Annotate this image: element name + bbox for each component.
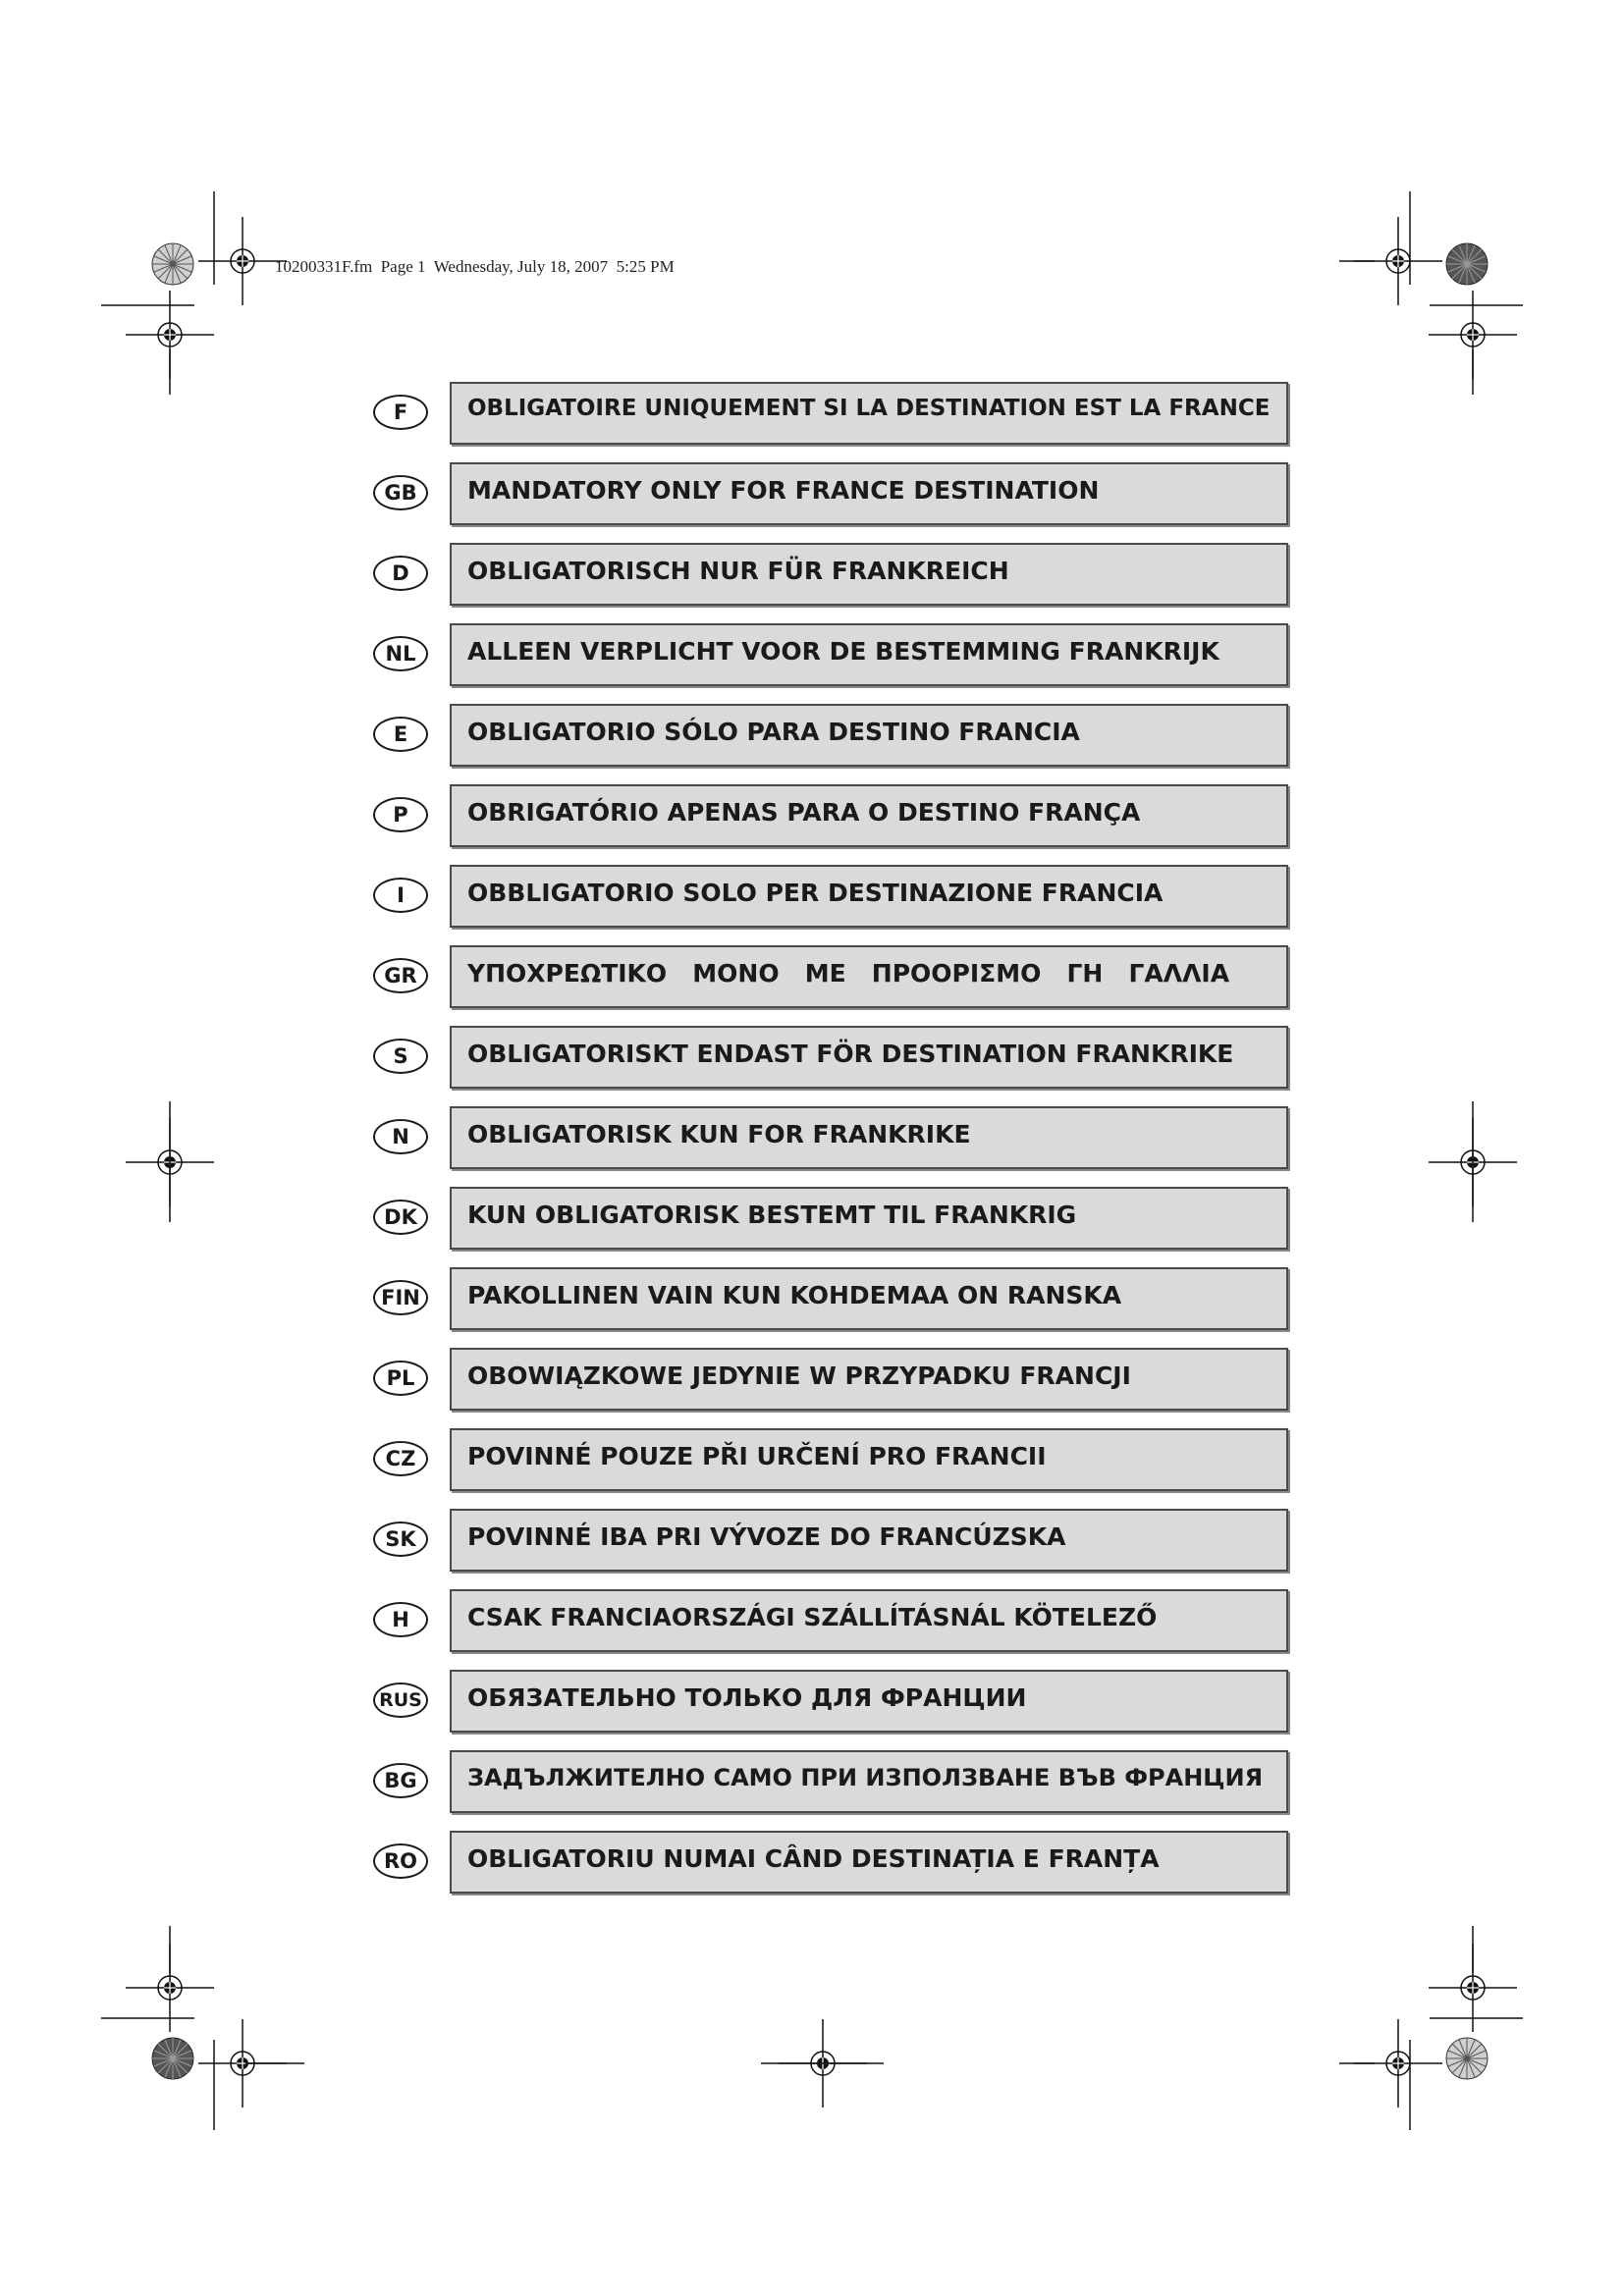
notice-box	[450, 623, 1288, 686]
notice-box	[450, 1670, 1288, 1733]
language-code-badge: FIN	[373, 1280, 428, 1315]
notice-text: OBLIGATORISCH NUR FÜR FRANKREICH	[467, 557, 1009, 585]
notice-box	[450, 1428, 1288, 1491]
language-code-badge: BG	[373, 1763, 428, 1798]
notice-box	[450, 1750, 1288, 1813]
language-code-badge: N	[373, 1119, 428, 1154]
notice-box	[450, 1589, 1288, 1652]
notice-text: ОБЯЗАТЕЛЬНО ТОЛЬКО ДЛЯ ФРАНЦИИ	[467, 1683, 1027, 1712]
notice-text: OBBLIGATORIO SOLO PER DESTINAZIONE FRANCIA	[467, 879, 1164, 907]
notice-box	[450, 1267, 1288, 1330]
notice-text: ЗАДЪЛЖИТЕЛНО САМО ПРИ ИЗПОЛЗВАНЕ ВЪВ ФРАНЦИЯ	[467, 1764, 1264, 1791]
language-row-sk	[373, 1509, 1291, 1574]
language-row-d	[373, 543, 1291, 608]
notice-box	[450, 1106, 1288, 1169]
language-code-badge: GB	[373, 475, 428, 510]
notice-box	[450, 1348, 1288, 1411]
notice-text: MANDATORY ONLY FOR FRANCE DESTINATION	[467, 476, 1100, 505]
notice-text: POVINNÉ IBA PRI VÝVOZE DO FRANCÚZSKA	[467, 1522, 1066, 1551]
language-code-badge: DK	[373, 1200, 428, 1235]
language-row-gb	[373, 462, 1291, 527]
language-code-badge: I	[373, 878, 428, 913]
notice-text: OBLIGATORIU NUMAI CÂND DESTINAȚIA E FRANȚA	[467, 1844, 1160, 1873]
notice-box	[450, 543, 1288, 606]
language-row-pl	[373, 1348, 1291, 1413]
notice-box	[450, 945, 1288, 1008]
language-code-badge: NL	[373, 636, 428, 671]
notice-text: OBLIGATOIRE UNIQUEMENT SI LA DESTINATION EST LA FRANCE	[467, 396, 1271, 421]
language-row-dk	[373, 1187, 1291, 1252]
notice-box	[450, 1509, 1288, 1572]
notice-box	[450, 382, 1288, 445]
language-row-gr	[373, 945, 1291, 1010]
language-row-rus	[373, 1670, 1291, 1735]
language-row-ro	[373, 1831, 1291, 1896]
language-code-badge: E	[373, 717, 428, 752]
notice-box	[450, 704, 1288, 767]
notice-text: OBLIGATORISK KUN FOR FRANKRIKE	[467, 1120, 971, 1148]
language-row-bg	[373, 1750, 1291, 1815]
print-file-header: 10200331F.fm Page 1 Wednesday, July 18, 2007 5:25 PM	[275, 257, 675, 276]
notice-box	[450, 865, 1288, 928]
language-row-p	[373, 784, 1291, 849]
notice-text: PAKOLLINEN VAIN KUN KOHDEMAA ON RANSKA	[467, 1281, 1122, 1309]
language-code-badge: RUS	[373, 1682, 428, 1718]
language-code-badge: S	[373, 1039, 428, 1074]
language-row-e	[373, 704, 1291, 769]
notice-text: KUN OBLIGATORISK BESTEMT TIL FRANKRIG	[467, 1201, 1077, 1229]
language-row-i	[373, 865, 1291, 930]
notice-box	[450, 462, 1288, 525]
notice-text: OBLIGATORIO SÓLO PARA DESTINO FRANCIA	[467, 718, 1080, 746]
language-code-badge: H	[373, 1602, 428, 1637]
language-code-badge: SK	[373, 1522, 428, 1557]
language-code-badge: RO	[373, 1843, 428, 1879]
language-row-nl	[373, 623, 1291, 688]
notice-text: POVINNÉ POUZE PŘI URČENÍ PRO FRANCII	[467, 1442, 1047, 1470]
language-code-badge: GR	[373, 958, 428, 993]
language-row-h	[373, 1589, 1291, 1654]
notice-text: ALLEEN VERPLICHT VOOR DE BESTEMMING FRANKRIJK	[467, 637, 1219, 666]
language-code-badge: D	[373, 556, 428, 591]
notice-text: OBOWIĄZKOWE JEDYNIE W PRZYPADKU FRANCJI	[467, 1362, 1131, 1390]
language-code-badge: P	[373, 797, 428, 832]
language-row-fin	[373, 1267, 1291, 1332]
notice-box	[450, 1026, 1288, 1089]
language-row-f	[373, 382, 1291, 447]
language-code-badge: CZ	[373, 1441, 428, 1476]
notice-text: OBLIGATORISKT ENDAST FÖR DESTINATION FRANKRIKE	[467, 1040, 1234, 1068]
language-row-s	[373, 1026, 1291, 1091]
language-row-n	[373, 1106, 1291, 1171]
language-row-cz	[373, 1428, 1291, 1493]
notice-text: CSAK FRANCIAORSZÁGI SZÁLLÍTÁSNÁL KÖTELEZŐ	[467, 1603, 1158, 1631]
notice-box	[450, 1831, 1288, 1894]
language-code-badge: PL	[373, 1361, 428, 1396]
language-code-badge: F	[373, 395, 428, 430]
notice-text: ΥΠΟΧΡΕΩΤΙΚΟ ΜΟΝΟ ΜΕ ΠΡΟΟΡΙΣΜΟ ΓΗ ΓΑΛΛΙΑ	[467, 959, 1230, 988]
notice-box	[450, 784, 1288, 847]
notice-text: OBRIGATÓRIO APENAS PARA O DESTINO FRANÇA	[467, 798, 1141, 827]
notice-box	[450, 1187, 1288, 1250]
